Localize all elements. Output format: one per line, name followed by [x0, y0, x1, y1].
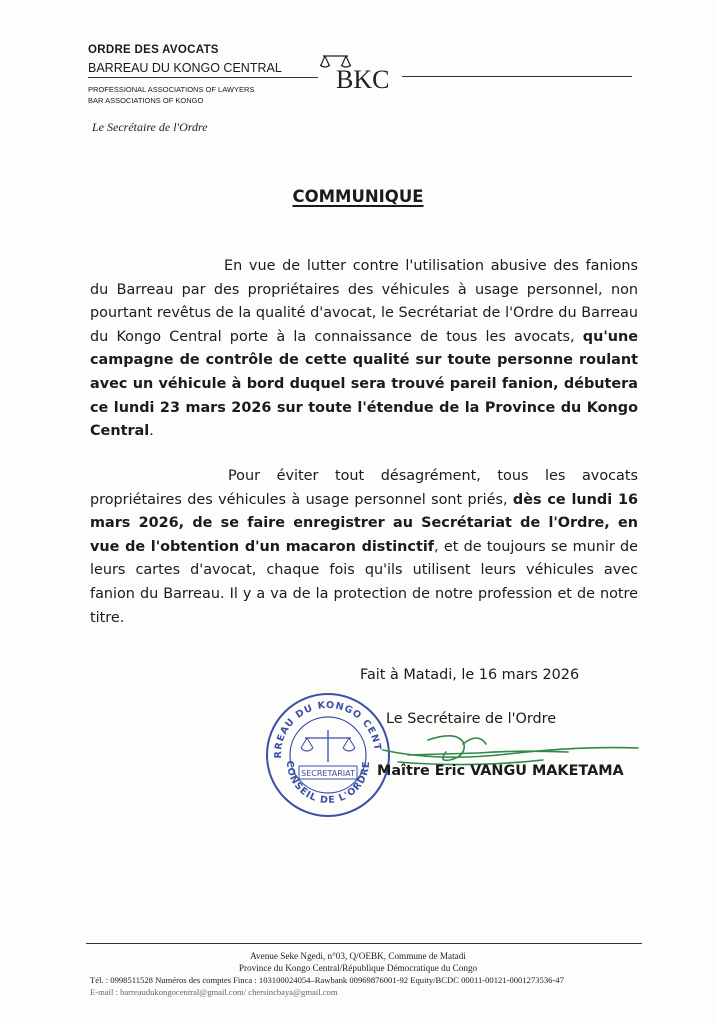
paragraph-1-bold: qu'une campagne de contrôle de cette qualité sur toute personne roulant avec un véhicule à bord duquel sera trouvé pareil fanion, débutera ce lundi 23 mars 2026 sur toute l'étendue de la Province du Kongo Central — [90, 328, 638, 440]
footer-email: E-mail : barreaudukongocentral@gmail.com/ chersincbaya@gmail.com — [90, 987, 338, 997]
bar-name: BARREAU DU KONGO CENTRAL — [88, 61, 282, 75]
footer-contacts: Tél. : 0998511528 Numéros des comptes Finca : 103100024054–Rawbank 00969876001-92 Equity/BCDC 00011-00121-0001273536-47 — [90, 975, 564, 985]
svg-text:CONSEIL DE L'ORDRE — [284, 760, 372, 806]
signatory-name: Maître Eric VANGU MAKETAMA — [377, 763, 624, 779]
header-rule-right — [402, 76, 632, 77]
bar-logo — [318, 40, 404, 98]
org-name: ORDRE DES AVOCATS — [88, 44, 219, 56]
paragraph-2 — [90, 465, 638, 630]
paragraph-1 — [90, 255, 638, 444]
footer-address: Avenue Seke Ngedi, n°03, Q/OEBK, Commune de Matadi — [250, 951, 466, 961]
paragraph-1-end: . — [149, 423, 154, 440]
place-date: Fait à Matadi, le 16 mars 2026 — [360, 667, 580, 683]
document-title: COMMUNIQUE — [292, 187, 424, 206]
header-rule-left — [88, 77, 318, 78]
footer-rule — [86, 943, 642, 944]
paragraph-2-text-1: Pour éviter tout désagrément, tous les avocats propriétaires des véhicules à usage personnel sont priés, — [90, 468, 638, 508]
stamp-center: SECRETARIAT — [301, 769, 355, 778]
paragraph-2-bold: dès ce lundi 16 mars 2026, de se faire enregistrer au Secrétariat de l'Ordre, en vue de l'obtention d'un macaron distinctif — [90, 491, 638, 555]
logo-monogram: BKC — [336, 65, 390, 94]
signatory-title: Le Secrétaire de l'Ordre — [386, 711, 557, 727]
header-secretary: Le Secrétaire de l'Ordre — [92, 120, 208, 134]
org-english-subname: BAR ASSOCIATIONS OF KONGO — [88, 96, 204, 105]
footer-province: Province du Kongo Central/République Démocratique du Congo — [238, 963, 478, 973]
paragraph-2-text-2: , et de toujours se munir de leurs cartes d'avocat, chaque fois qu'ils utilisent leurs véhicules avec fanion du Barreau. Il y a va de la protection de notre profession et de notre titre. — [90, 538, 638, 626]
paragraph-1-text: En vue de lutter contre l'utilisation abusive des fanions du Barreau par des propriétaires des véhicules à usage personnel, non pourtant revêtus de la qualité d'avocat, le Secrétariat de l'Ordre du Barreau du Kongo Central porte à la connaissance de tous les avocats, — [90, 258, 638, 345]
stamp-outer-bottom: CONSEIL DE L'ORDRE — [283, 760, 373, 807]
org-english-name: PROFESSIONAL ASSOCIATIONS OF LAWYERS — [88, 85, 255, 94]
stamp-outer-top: RREAU DU KONGO CENT — [272, 699, 383, 759]
